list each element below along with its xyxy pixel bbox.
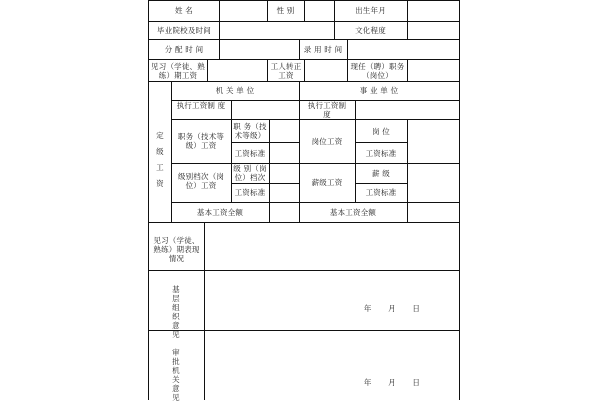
vline-right-val	[407, 119, 408, 202]
rule-exec	[171, 119, 459, 120]
standard-2: 工资标准	[365, 149, 397, 158]
vline-r3-a	[219, 39, 220, 59]
rule-duty-mid-right	[355, 142, 407, 143]
rule-performance	[149, 270, 459, 271]
rule-duty-mid-left	[231, 142, 299, 143]
vline-left-val	[269, 119, 270, 202]
vline-r1-a	[219, 0, 220, 21]
intern-wage-label: 见习（学徒、熟练）期工资	[151, 62, 205, 80]
hire-time-label: 录 用 时 间	[303, 45, 343, 54]
standard-3: 工资标准	[234, 188, 266, 197]
grassroots-label: 基层组织意见	[172, 285, 180, 339]
level-wage-label: 级别档次（岗位）工资	[177, 172, 225, 190]
duty-label: 职 务（技术等级）	[233, 122, 267, 140]
standard-1: 工资标准	[234, 149, 266, 158]
standard-4: 工资标准	[365, 188, 397, 197]
approval-label: 审批机关意见	[172, 348, 180, 402]
vline-grading-label	[171, 81, 172, 222]
name-label: 姓 名	[175, 6, 193, 15]
rule-level-mid-left	[231, 183, 299, 184]
school-label: 毕业院校及时间	[157, 26, 211, 35]
organ-unit-label: 机 关 单 位	[215, 86, 255, 95]
vline-r4-e	[407, 59, 408, 81]
rule-row2	[149, 39, 459, 40]
assign-time-label: 分 配 时 间	[164, 45, 204, 54]
level-label: 级 别（岗位）档次	[233, 164, 267, 182]
rule-row4	[149, 81, 459, 82]
salary-grading-form	[148, 0, 460, 400]
vline-r4-d	[347, 59, 348, 81]
scale-label: 薪 级	[372, 169, 390, 178]
vline-r2-c	[407, 21, 408, 39]
education-label: 文化程度	[355, 26, 386, 35]
performance-label: 见习（学徒、熟练）期表现情况	[153, 236, 200, 263]
vline-r2-a	[219, 21, 220, 39]
rule-grassroots	[149, 330, 459, 331]
vline-lower-label	[204, 222, 205, 400]
vline-r1-c	[304, 0, 305, 21]
vline-base-right	[407, 202, 408, 222]
base-total-left: 基本工资全额	[196, 208, 244, 217]
rule-level-mid-right	[355, 183, 407, 184]
gender-label: 性 别	[276, 6, 295, 15]
vline-organ-institution	[299, 81, 300, 222]
exec-system-right: 执行工资制 度	[307, 101, 347, 119]
scale-wage-label: 薪级工资	[311, 178, 343, 187]
base-total-right: 基本工资全额	[329, 208, 377, 217]
vline-r3-c	[347, 39, 348, 59]
birth-label: 出生年月	[355, 6, 386, 15]
approval-date: 年 月 日	[363, 378, 421, 387]
exec-system-left: 执行工资制 度	[176, 101, 226, 110]
rule-duty	[171, 163, 459, 164]
worker-wage-label: 工人转正工资	[270, 62, 302, 80]
post-label: 岗 位	[372, 127, 390, 136]
vline-r4-b	[267, 59, 268, 81]
vline-base-left	[269, 202, 270, 222]
vline-r4-c	[304, 59, 305, 81]
position-label: 现任（聘）职务（岗位）	[350, 62, 405, 80]
grassroots-date: 年 月 日	[363, 304, 421, 313]
rule-level	[171, 202, 459, 203]
grading-label: 定级工资	[156, 131, 164, 188]
rule-base-total	[149, 222, 459, 223]
vline-r1-e	[407, 0, 408, 21]
duty-wage-label: 职务（技术等级）工资	[177, 132, 225, 150]
vline-r4-a	[207, 59, 208, 81]
institution-unit-label: 事 业 单 位	[359, 86, 399, 95]
post-wage-label: 岗位工资	[311, 137, 343, 146]
rule-row1	[149, 21, 459, 22]
